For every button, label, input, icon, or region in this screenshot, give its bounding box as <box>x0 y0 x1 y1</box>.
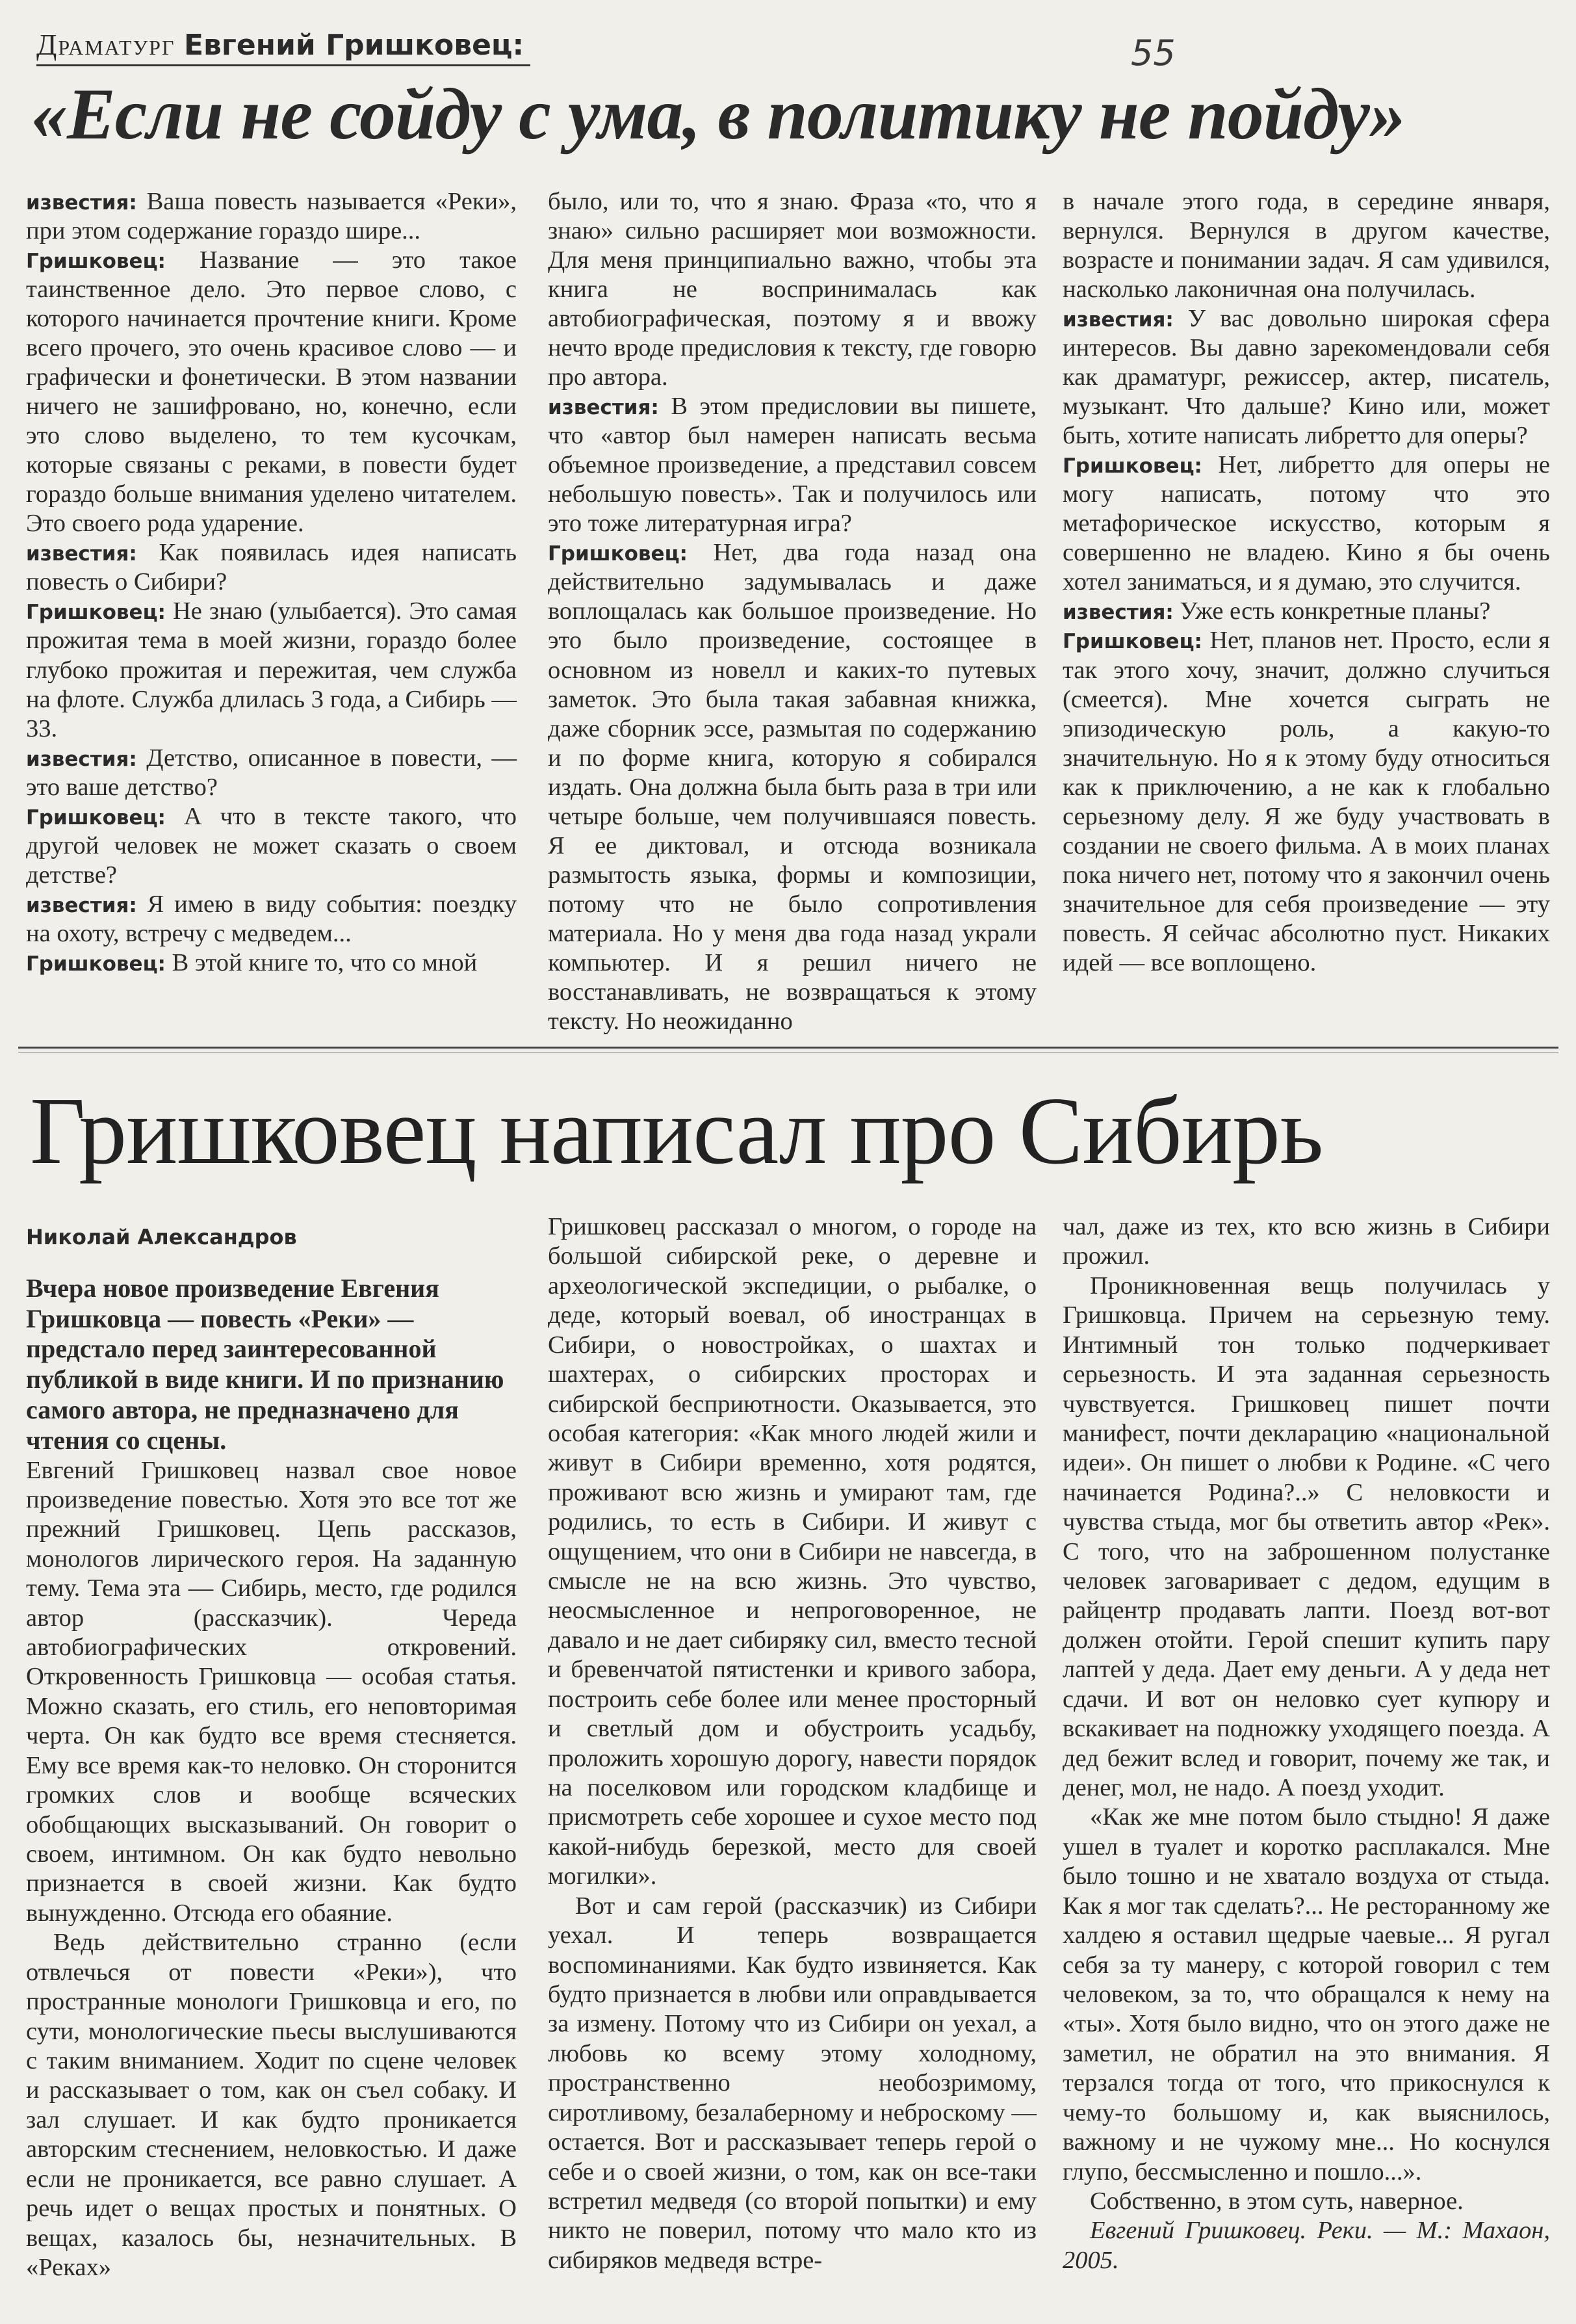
speaker-label: известия: <box>548 396 659 420</box>
review-column-3-body <box>1063 1212 1550 2216</box>
speaker-label: Гришковец: <box>1063 630 1202 654</box>
interview-text: В этом предисловии вы пишете, что «автор был намерен написать весьма объемное произведение, а представил совсем небольшую повесть». Так и получилось или это тоже литературная игра? <box>548 393 1037 538</box>
interview-text: Нет, либретто для оперы не могу написать, потому что это метафорическое искусство, которым я совершенно не владею. Кино я бы очень хотел заниматься, и я думаю, это случится. <box>1063 451 1551 596</box>
review-headline: Гришковец написал про Сибирь <box>30 1078 1323 1184</box>
interview-paragraph <box>1063 450 1550 597</box>
interview-text: Как появилась идея написать повесть о Сибири? <box>26 539 517 596</box>
interview-paragraph <box>1063 597 1550 626</box>
interview-paragraph <box>26 597 517 743</box>
interview-text: Уже есть конкретные планы? <box>1180 597 1491 625</box>
interview-paragraph <box>1063 304 1550 450</box>
speaker-label: известия: <box>1063 601 1174 625</box>
speaker-label: известия: <box>26 747 137 771</box>
review-column-2 <box>548 1212 1037 2311</box>
review-column-3 <box>1063 1212 1550 2311</box>
speaker-label: Гришковец: <box>1063 454 1202 478</box>
interview-columns <box>26 187 1551 1035</box>
kicker-role: Драматург <box>36 28 175 61</box>
review-article <box>26 1056 1550 2311</box>
book-source: Евгений Гришковец. Реки. — М.: Махаон, 2005. <box>1063 2217 1550 2274</box>
interview-paragraph <box>26 890 517 948</box>
interview-text: Я имею в виду события: поездку на охоту, встречу с медведем... <box>26 890 517 947</box>
interview-column-3 <box>1063 187 1550 1032</box>
interview-text: Название — это такое таинственное дело. Это первое слово, с которого начинается прочтение книги. Кроме всего прочего, это очень красивое слово — и графически и фонетически. В этом названии ничего не зашифровано, но, конечно, если это слово выделено, то тем кусочкам, которые связаны с реками, в повести будет гораздо больше внимания уделено читателем. Это своего рода ударение. <box>26 246 517 538</box>
interview-paragraph <box>26 187 517 246</box>
interview-paragraph <box>548 392 1037 538</box>
speaker-label: Гришковец: <box>26 805 166 829</box>
interview-text: Не знаю (улыбается). Это самая прожитая тема в моей жизни, гораздо более глубоко прожитая и пережитая, чем служба на флоте. Служба длилась 3 года, а Сибирь — 33. <box>26 597 517 742</box>
speaker-label: известия: <box>26 191 137 215</box>
kicker-underline <box>36 64 530 66</box>
interview-text: У вас довольно широкая сфера интересов. Вы давно зарекомендовали себя как драматург, режиссер, актер, писатель, музыкант. Что дальше? Кино или, может быть, хотите написать либретто для оперы? <box>1063 305 1551 450</box>
interview-text: было, или то, что я знаю. Фраза «то, что я знаю» сильно расширяет мои возможности. Для меня принципиально важно, чтобы эта книга не воспринималась как автобиографическая, поэтому я и ввожу нечто вроде предисловия к тексту, где говорю про автора. <box>548 188 1037 391</box>
interview-text: А что в тексте такого, что другой человек не может сказать о своем детстве? <box>26 802 517 889</box>
interview-paragraph <box>26 538 517 597</box>
interview-text: Ваша повесть называется «Реки», при этом содержание гораздо шире... <box>26 188 517 245</box>
interview-paragraph <box>548 538 1037 1036</box>
interview-text: Детство, описанное в повести, — это ваше детство? <box>26 744 517 801</box>
speaker-label: Гришковец: <box>26 952 166 976</box>
review-columns <box>26 1212 1550 2311</box>
interview-paragraph <box>26 246 517 538</box>
review-column-1 <box>26 1212 517 2311</box>
interview-paragraph <box>1063 626 1550 977</box>
kicker-name: Евгений Гришковец: <box>183 29 524 62</box>
speaker-label: Гришковец: <box>26 601 166 625</box>
review-paragraph: Вот и сам герой (рассказчик) из Сибири уехал. И теперь возвращается воспоминаниями. Как будто извиняется. Как будто признается в любви или оправдывается за измену. Потому что из Сибири он уехал, а любовь ко всему этому холодному, пространственно необозримому, сиротливому, безалаберному и неброскому — остается. Вот и рассказывает теперь герой о себе и о своей жизни, о том, как он все-таки встретил медведя (со второй попытки) и ему никто не поверил, потому что мало кто из сибиряков медведя встре- <box>548 1892 1037 2274</box>
review-paragraph: Собственно, в этом суть, наверное. <box>1090 2187 1464 2215</box>
interview-column-2 <box>548 187 1037 1035</box>
review-paragraph: Ведь действительно странно (если отвлечься от повести «Реки»), что пространные монологи Гришковца и его, по сути, монологические пьесы выслушиваются с таким вниманием. Ходит по сцене человек и рассказывает о том, как он съел собаку. И зал слушает. И как будто проникается авторским стеснением, неловкостью. И даже если не проникается, все равно слушает. А речь идет о вещах простых и понятных. О вещах, казалось бы, незначительных. В «Реках» <box>26 1929 517 2281</box>
kicker <box>36 27 1550 62</box>
interview-article <box>26 20 1550 1034</box>
interview-headline: «Если не сойду с ума, в политику не пойду» <box>31 74 1405 155</box>
interview-paragraph <box>26 948 517 978</box>
interview-paragraph <box>548 187 1037 392</box>
interview-text: В этой книге то, что со мной <box>172 948 478 976</box>
interview-text: в начале этого года, в середине января, вернулся. Вернулся в другом качестве, возрасте и понимании задач. Я сам удивился, насколько лаконичная она получилась. <box>1063 188 1550 304</box>
review-paragraph: «Как же мне потом было стыдно! Я даже ушел в туалет и коротко расплакался. Мне было тошно и не хватало воздуха от стыда. Как я мог так сделать?... Не ресторанному же халдею я оставил щедрые чаевые... Я ругал себя за ту манеру, с которой говорил с тем человеком, за то, что обращался к нему на «ты». Хотя было видно, что он этого даже не заметил, не обратил на это внимания. Я терзался тогда от того, что прикоснулся к чему-то большому и, как выяснилось, важному и не чужому мне... Но коснулся глупо, бессмысленно и пошло...». <box>1063 1803 1550 2186</box>
review-column-1-body <box>26 1456 517 2283</box>
interview-text: Нет, планов нет. Просто, если я так этого хочу, значит, должно случиться (смеется). Мне хочется сыграть не эпизодическую роль, а какую-то значительную. Но я к этому буду относиться как к приключению, а не как к глобально серьезному делу. Я же буду участвовать в создании не своего фильма. А в моих планах пока ничего нет, потому что я закончил очень значительное для себя произведение — эту повесть. Я сейчас абсолютно пуст. Никаких идей — все воплощено. <box>1063 627 1550 976</box>
section-divider <box>18 1047 1558 1049</box>
interview-paragraph <box>1063 187 1550 304</box>
speaker-label: известия: <box>26 893 137 917</box>
speaker-label: известия: <box>26 542 137 566</box>
speaker-label: известия: <box>1063 308 1174 332</box>
speaker-label: Гришковец: <box>548 542 688 566</box>
interview-paragraph <box>26 802 517 890</box>
lead-paragraph: Вчера новое произведение Евгения Гришковца — повесть «Реки» — предстало перед заинтересованной публикой в виде книги. И по признанию самого автора, не предназначено для чтения со сцены. <box>26 1273 504 1455</box>
interview-text: Нет, два года назад она действительно задумывалась и даже воплощалась как большое произведение. Но это было произведение, состоящее в основном из новелл и каких-то путевых заметок. Это была такая забавная книжка, даже сборник эссе, размытая по содержанию и по форме книга, которую я собирался издать. Она должна была быть раза в три или четыре больше, чем получившаяся повесть. Я ее диктовал, и отсюда возникала размытость языка, формы и композиции, потому что не было сопротивления материала. Но у меня два года назад украли компьютер. И я решил ничего не восстанавливать, не возвращаться к этому тексту. Но неожиданно <box>548 539 1037 1035</box>
byline: Николай Александров <box>26 1225 297 1249</box>
review-paragraph: Гришковец рассказал о многом, о городе на большой сибирской реке, о деревне и археологической экспедиции, о рыбалке, о деде, который воевал, об иностранцах в Сибири, о новостройках, о шахтах и шахтерах, о сибирских просторах и сибирской бесприютности. Оказывается, это особая категория: «Как много людей жили и живут в Сибири временно, хотя родятся, проживают всю жизнь и умирают там, где родились, то есть в Сибири. И живут с ощущением, что они в Сибири не навсегда, в смысле не на всю жизнь. Это чувство, неосмысленное и непроговоренное, не давало и не дает сибиряку сил, вместо тесной и бревенчатой пятистенки и кривого забора, построить себе более или менее просторный и светлый дом и обустроить усадьбу, проложить хорошую дорогу, навести порядок на поселковом или городском кладбище и присмотреть себе хорошее и сухое место под какой-нибудь березкой, место для своей могилки». <box>548 1213 1037 1890</box>
interview-paragraph <box>26 744 517 802</box>
speaker-label: Гришковец: <box>26 250 166 274</box>
review-paragraph: Проникновенная вещь получилась у Гришковца. Причем на серьезную тему. Интимный тон только подчеркивает серьезность. И эта заданная серьезность чувствуется. Гришковец пишет почти манифест, почти декларацию «национальной идеи». Он пишет о любви к Родине. «С чего начинается Родина?..» С неловкости и чувства стыда, мог бы ответить автор «Рек». С того, что на заброшенном полустанке человек заговаривает с дедом, едущим в райцентр продавать лапти. Поезд вот-вот должен отойти. Герой спешит купить пару лаптей у деда. Дает ему деньги. А у деда нет сдачи. И вот он неловко сует купюру и вскакивает на подножку уходящего поезда. А дед бежит вслед и говорит, почему же так, и денег, мол, не надо. А поезд уходит. <box>1063 1272 1550 1802</box>
review-paragraph: чал, даже из тех, кто всю жизнь в Сибири прожил. <box>1063 1213 1550 1270</box>
review-paragraph: Евгений Гришковец назвал свое новое произведение повестью. Хотя это все тот же прежний Гришковец. Цепь рассказов, монологов лирического героя. На заданную тему. Тема эта — Сибирь, место, где родился автор (рассказчик). Череда автобиографических откровений. Откровенность Гришковца — особая статья. Можно сказать, его стиль, его неповторимая черта. Он как будто все время стесняется. Ему все время как-то неловко. Он сторонится громких слов и вообще всяческих обобщающих высказываний. Он говорит о своем, интимном. Он как будто невольно признается в своей жизни. Как будто вынужденно. Отсюда его обаяние. <box>26 1456 517 1927</box>
handwritten-page-number: 55 <box>1131 33 1176 73</box>
interview-column-1 <box>26 187 517 1032</box>
